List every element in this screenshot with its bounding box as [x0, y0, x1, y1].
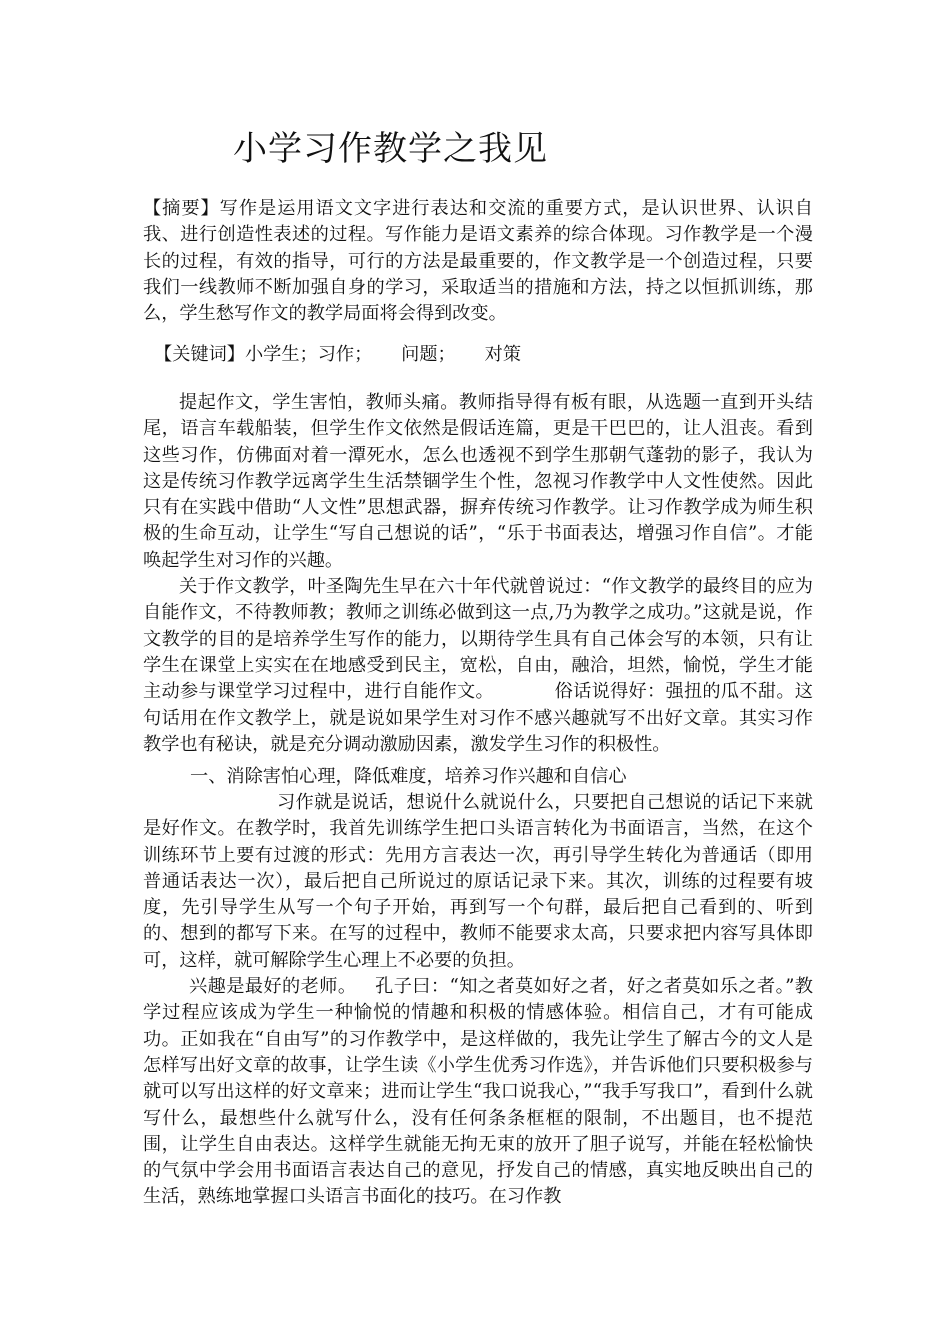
keywords: 【关键词】小学生；习作； 问题； 对策	[154, 344, 522, 365]
section-paragraph-2: 兴趣是最好的老师。 孔子曰：“知之者莫如好之者，好之者莫如乐之者。”教学过程应该成为学生一种愉悦的情趣和积极的情感体验。相信自己，才有可能成功。正如我在“自由写”的习作教学中，是这样做的，我先让学生了解古今的文人是怎样写出好文章的故事，让学生读《小学生优秀习作选》，并告诉他们只要积极参与就可以写出这样的好文章来；进而让学生“我口说我心，”“我手写我口”，看到什么就写什么，最想些什么就写什么，没有任何条条框框的限制，不出题目，也不提范围，让学生自由表达。这样学生就能无拘无束的放开了胆子说写，并能在轻松愉快的气氛中学会用书面语言表达自己的意见，抒发自己的情感，真实地反映出自己的生活，熟练地掌握口头语言书面化的技巧。在习作教	[143, 976, 813, 1208]
paragraph-1: 提起作文，学生害怕，教师头痛。教师指导得有板有眼，从选题一直到开头结尾，语言车载船装，但学生作文依然是假话连篇，更是干巴巴的，让人沮丧。看到这些习作，仿佛面对着一潭死水，怎么也透视不到学生那朝气蓬勃的影子，我认为这是传统习作教学远离学生生活禁锢学生个性，忽视习作教学中人文性使然。因此只有在实践中借助“人文性”思想武器，摒弃传统习作教学。让习作教学成为师生积极的生命互动，让学生“写自己想说的话”，“乐于书面表达，增强习作自信”。才能唤起学生对习作的兴趣。	[143, 392, 813, 571]
abstract: 【摘要】写作是运用语文文字进行表达和交流的重要方式，是认识世界、认识自我、进行创造性表述的过程。写作能力是语文素养的综合体现。习作教学是一个漫长的过程，有效的指导，可行的方法是最重要的，作文教学是一个创造过程，只要我们一线教师不断加强自身的学习，采取适当的措施和方法，持之以恒抓训练，那么，学生愁写作文的教学局面将会得到改变。	[143, 198, 813, 325]
document-title: 小学习作教学之我见	[233, 129, 548, 169]
section-1-body	[143, 790, 813, 1211]
intro-section	[143, 390, 813, 758]
paragraph-2: 关于作文教学，叶圣陶先生早在六十年代就曾说过：“作文教学的最终目的应为自能作文，不待教师教；教师之训练必做到这一点,乃为教学之成功。”这就是说，作文教学的目的是培养学生写作的能力，以期待学生具有自己体会写的本领，只有让学生在课堂上实实在在地感受到民主，宽松，自由，融洽，坦然，愉悦，学生才能主动参与课堂学习过程中，进行自能作文。 俗话说得好：强扭的瓜不甜。这句话用在作文教学上，就是说如果学生对习作不感兴趣就写不出好文章。其实习作教学也有秘诀，就是充分调动激励因素，激发学生习作的积极性。	[143, 576, 813, 755]
section-paragraph-1: 习作就是说话，想说什么就说什么，只要把自己想说的话记下来就是好作文。在教学时，我首先训练学生把口头语言转化为书面语言，当然，在这个训练环节上要有过渡的形式：先用方言表达一次，再引导学生转化为普通话（即用普通话表达一次），最后把自己所说过的原话记录下来。其次，训练的过程要有坡度，先引导学生从写一个句子开始，再到写一个句群，最后把自己看到的、听到的、想到的都写下来。在写的过程中，教师不能要求太高，只要求把内容写具体即可，这样，就可解除学生心理上不必要的负担。	[143, 792, 813, 971]
section-heading-1: 一、消除害怕心理，降低难度，培养习作兴趣和自信心	[190, 766, 627, 787]
